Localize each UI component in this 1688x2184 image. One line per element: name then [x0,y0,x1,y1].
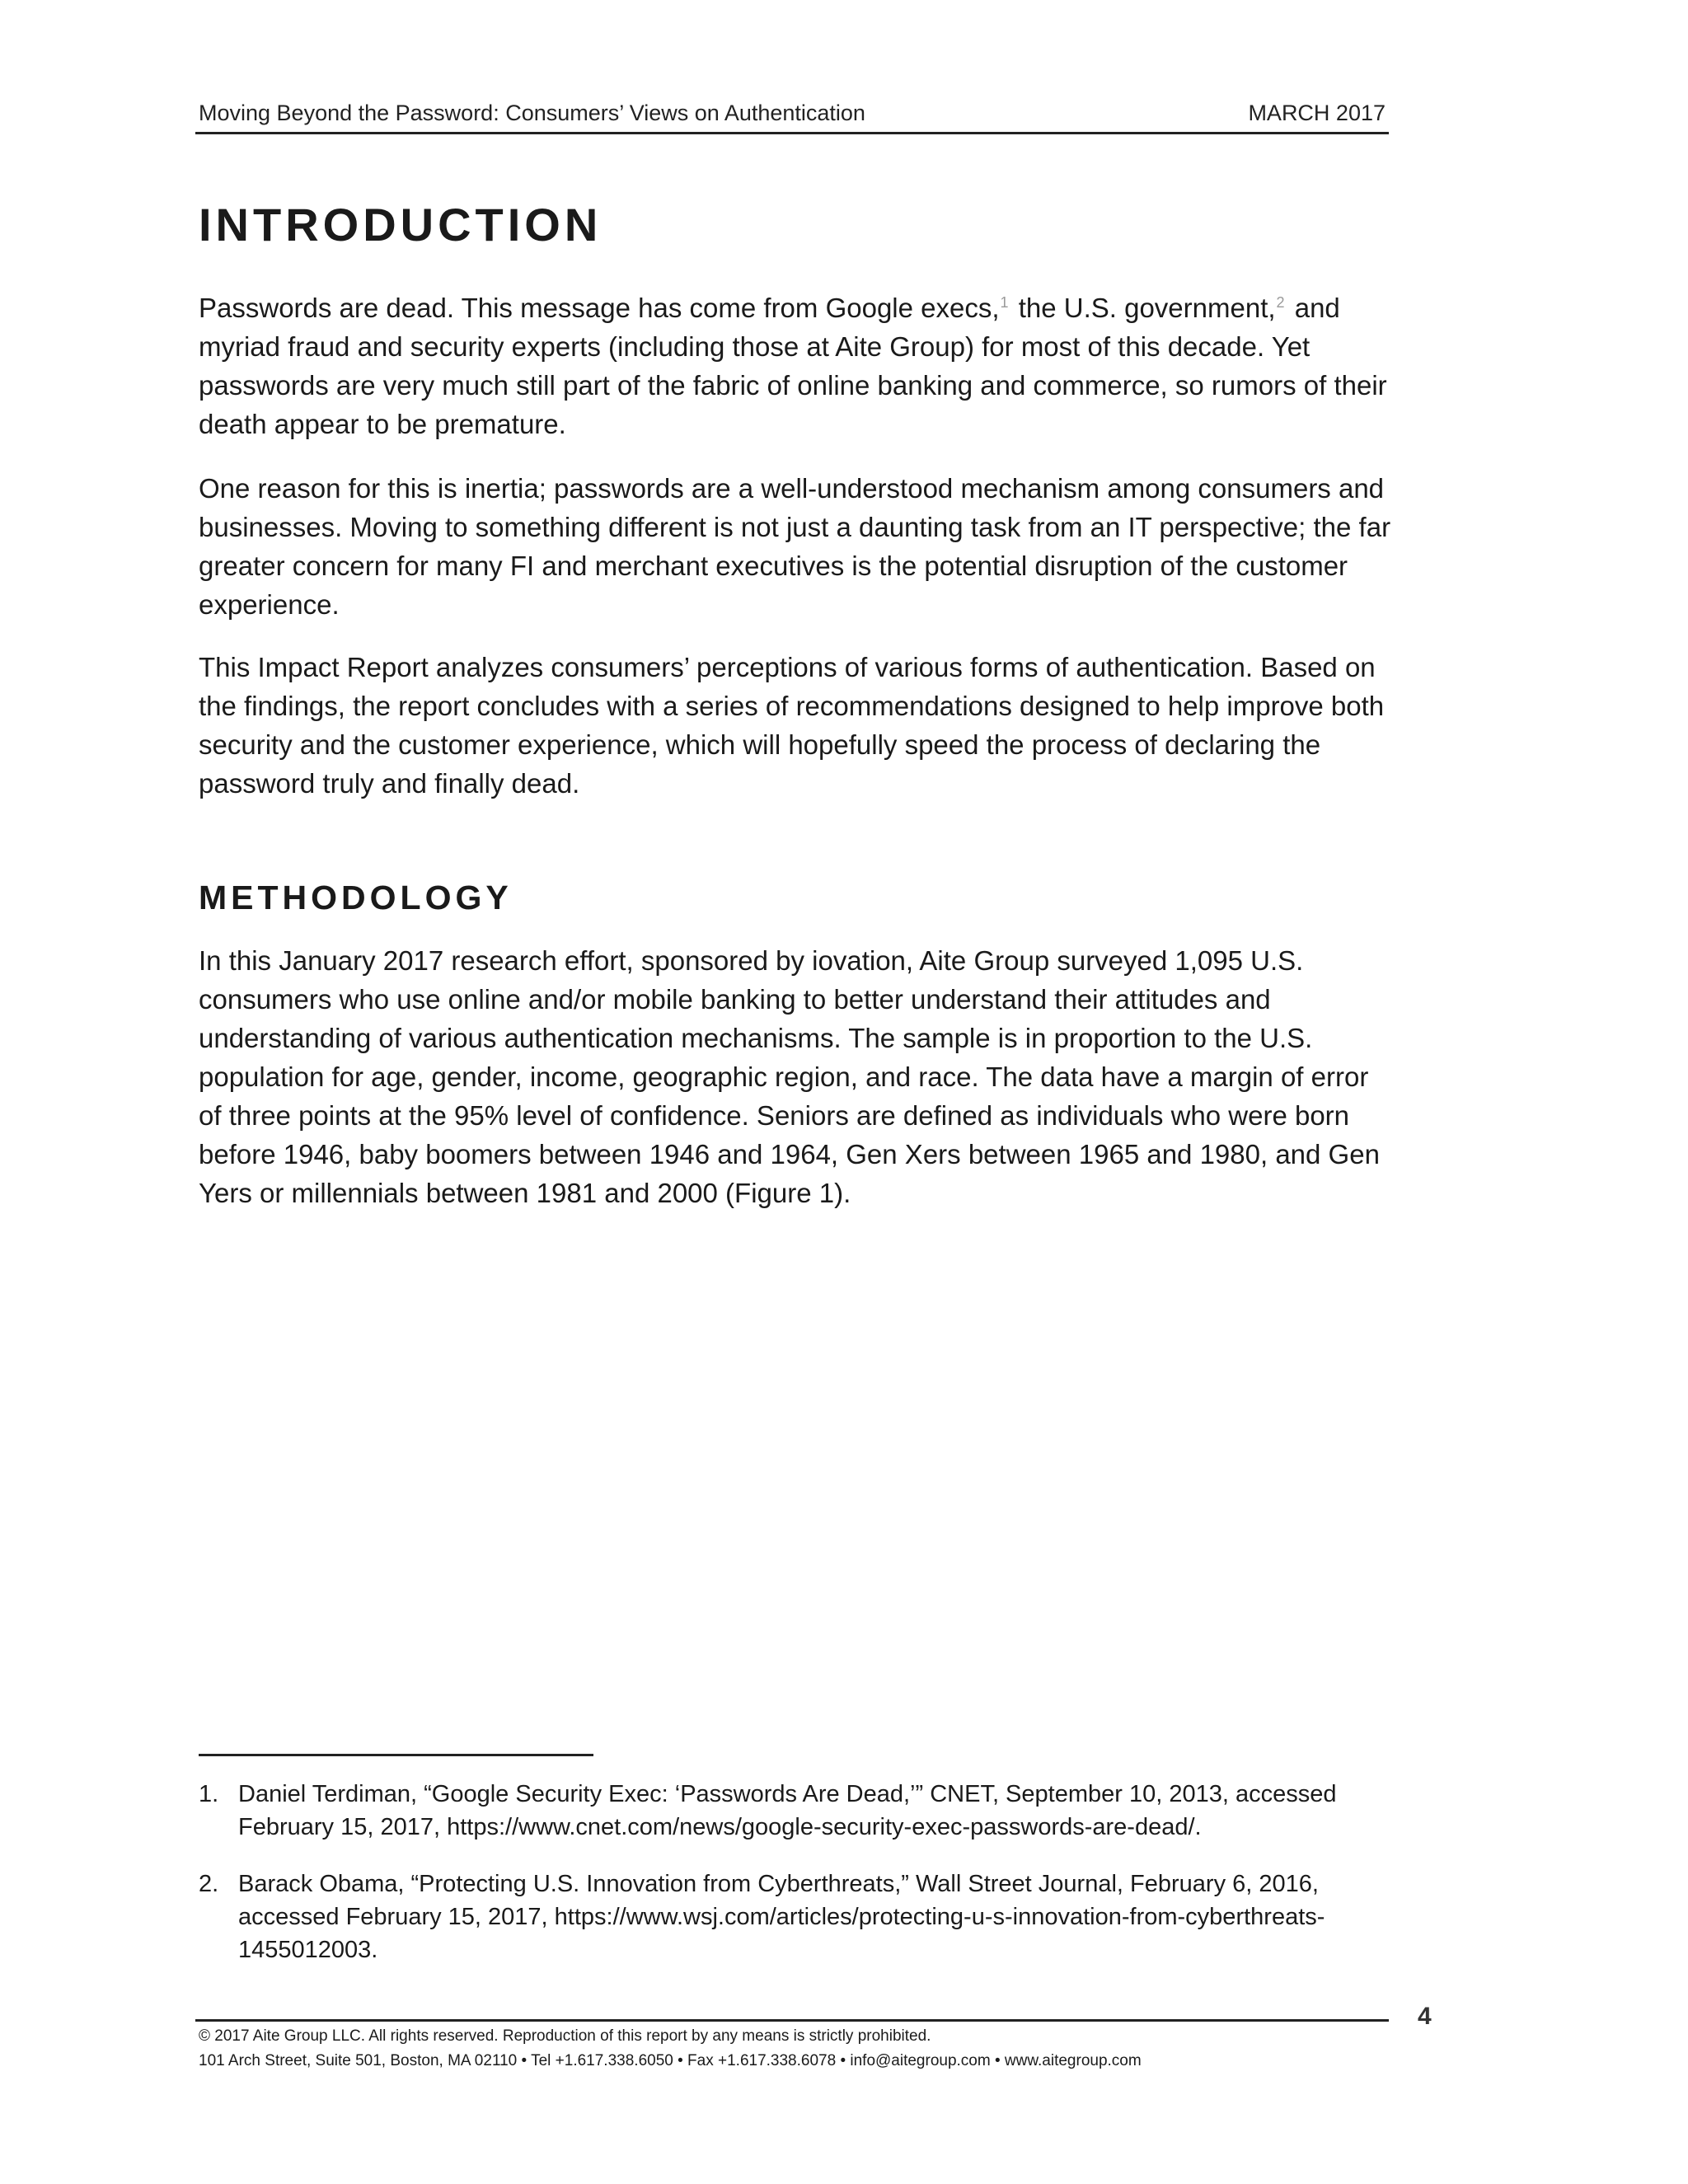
footnote-ref-1[interactable]: 1 [1000,294,1009,311]
intro-p1-text-2: the U.S. government, [1010,293,1276,323]
methodology-paragraph: In this January 2017 research effort, sponsored by iovation, Aite Group surveyed 1,095 U.S. consumers who use online and/or mobile banking to better understand their attitudes and understanding of various authentication mechanisms. The sample is in proportion to the U.S. population for age, gender, income, geographic region, and race. The data have a margin of error of three points at the 95% level of confidence. Seniors are defined as individuals who were born before 1946, baby boomers between 1946 and 1964, Gen Xers between 1965 and 1980, and Gen Yers or millennials between 1981 and 2000 (Figure 1). [199,945,1380,1208]
footnote-2-text: Barack Obama, “Protecting U.S. Innovation from Cyberthreats,” Wall Street Journal, February 6, 2016, accessed February 15, 2017, https://www.wsj.com/articles/protecting-u-s-innovation-from-cyberthreats-1455012003. [238,1871,1325,1963]
introduction-heading: INTRODUCTION [199,199,603,251]
footnote-2-number: 2. [199,1871,219,1897]
report-title: Moving Beyond the Password: Consumers’ Views on Authentication [199,101,865,125]
introduction-paragraph-2: One reason for this is inertia; passwords are a well-understood mechanism among consumers and businesses. Moving to something different is not just a daunting task from an IT perspective; the far greater concern for many FI and merchant executives is the potential disruption of the customer experience. [199,473,1391,620]
footnote-divider [199,1754,593,1756]
footnote-1 [199,1778,1394,1844]
introduction-paragraph-3: This Impact Report analyzes consumers’ perceptions of various forms of authentication. Based on the findings, the report concludes with a series of recommendations designed to help improve both security and the customer experience, which will hopefully speed the process of declaring the password truly and finally dead. [199,652,1385,799]
footnote-2 [199,1868,1394,1966]
intro-p1-text-1: Passwords are dead. This message has come from Google execs, [199,293,1000,323]
footnote-1-number: 1. [199,1781,219,1807]
footer-copyright: © 2017 Aite Group LLC. All rights reserved. Reproduction of this report by any means is strictly prohibited. [199,2027,931,2045]
report-date: MARCH 2017 [1248,101,1386,125]
intro-p1-text-3: and myriad fraud and security experts (including those at Aite Group) for most of this decade. Yet passwords are very much still part of the fabric of online banking and commerce, so rumors of their death appear to be premature. [199,293,1387,439]
page-header [195,99,1389,134]
page-number: 4 [1418,2003,1432,2030]
footnote-ref-2[interactable]: 2 [1276,294,1285,311]
footnote-1-text: Daniel Terdiman, “Google Security Exec: ‘Passwords Are Dead,’” CNET, September 10, 2013, accessed February 15, 2017, https://www.cnet.com/news/google-security-exec-passwords-are-dead/. [238,1781,1337,1840]
introduction-paragraph-1 [199,288,1394,443]
footer-address: 101 Arch Street, Suite 501, Boston, MA 02110 • Tel +1.617.338.6050 • Fax +1.617.338.6078 • info@aitegroup.com • www.aitegroup.com [199,2052,1142,2069]
footer-divider [195,2019,1389,2022]
methodology-heading: METHODOLOGY [199,879,513,916]
